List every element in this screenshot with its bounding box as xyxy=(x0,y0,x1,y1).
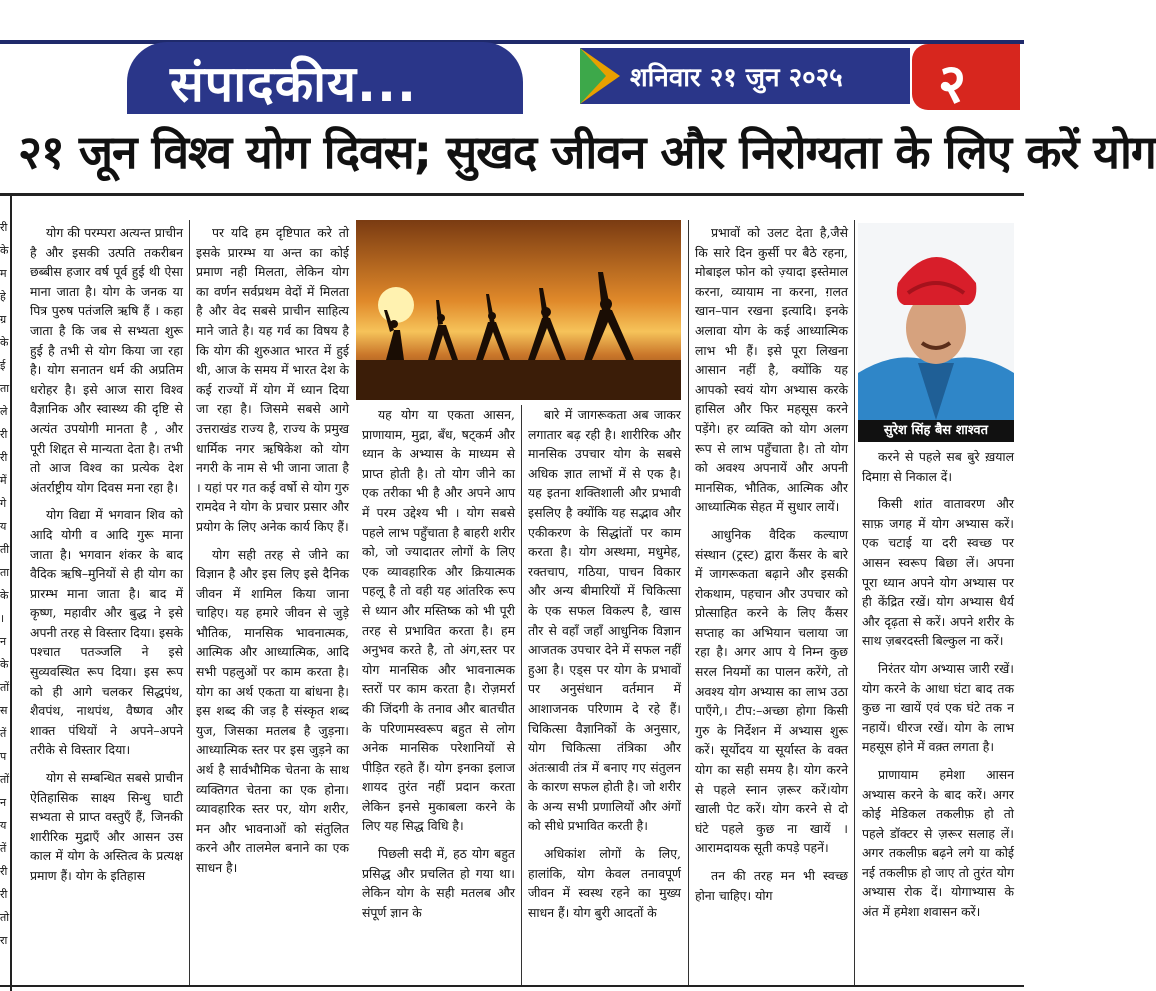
paragraph: योग सही तरह से जीने का विज्ञान है और इस लिए इसे दैनिक जीवन में शामिल किया जाना चाहिए। यह हमारे जीवन से जुड़े भौतिक, मानसिक भावनात्मक, आत्मिक और आध्यात्मिक, आदि सभी पहलुओं पर काम करता है। योग का अर्थ एकता या बांधना है। इस शब्द की जड़ है संस्कृत शब्द युज, जिसका मतलब है जुड़ना। आध्यात्मिक स्तर पर इस जुड़ने का अर्थ है सार्वभौमिक चेतना के साथ व्यक्तिगत चेतना का एक होना। व्यावहारिक स्तर पर, योग शरीर, मन और भावनाओं को संतुलित करने और तालमेल बनाने का एक साधन है। xyxy=(196,546,349,875)
strip-fragment: तें xyxy=(0,727,7,740)
strip-fragment: री xyxy=(0,865,8,878)
article-column-6 xyxy=(862,447,1014,985)
article-column-3 xyxy=(362,405,515,985)
strip-fragment: तों xyxy=(0,681,10,694)
paragraph: योग की परम्परा अत्यन्त प्राचीन है और इसकी उत्पति तकरीबन छब्बीस हजार वर्ष पूर्व हुई थी ऐसा माना जाता है। योग के जनक या पित्र पुरुष पतंजलि ऋषि हैं । कहा जाता है कि जब से सभ्यता शुरू हुई है तभी से योग किया जा रहा है। योग सनातन धर्म की अप्रतिम धरोहर है। इसे आज सारा विश्व वैज्ञानिक और स्वास्थ्य की दृष्टि से अत्यंत उपयोगी मानता है , और पूरी शिद्दत से मान्यता देता है। तभी तो आज विश्व का प्रत्येक देश अंतर्राष्ट्रीय योग दिवस मना रहा है। xyxy=(30,225,183,495)
strip-fragment: ई xyxy=(0,359,6,372)
adjacent-column-strip xyxy=(0,196,12,991)
strip-fragment: के xyxy=(0,589,9,602)
yoga-silhouettes-image xyxy=(356,220,681,400)
strip-fragment: ले xyxy=(0,405,8,418)
column-divider xyxy=(854,220,855,985)
strip-fragment: हे xyxy=(0,290,6,303)
strip-fragment: ती xyxy=(0,543,10,556)
strip-fragment: री xyxy=(0,221,8,234)
column-divider xyxy=(521,405,522,985)
paragraph: निरंतर योग अभ्यास जारी रखें। योग करने के आधा घंटा बाद तक कुछ ना खायें एवं एक घंटे तक न नहायें। धीरज रखें। योग के लाभ महसूस होने में वक़्त लगता है। xyxy=(862,660,1014,755)
strip-fragment: के xyxy=(0,658,9,671)
date-arrow-decoration-inner xyxy=(580,48,606,104)
paragraph: पर यदि हम दृष्टिपात करे तो इसके प्रारम्भ या अन्त का कोई प्रमाण नही मिलता, लेकिन योग का वर्णन सर्वप्रथम वेदों में मिलता है और वेद सबसे प्राचीन साहित्य माने जाते है। यह गर्व का विषय है कि योग की शुरुआत भारत में हुई थी, आज के समय में भारत देश के कई राज्यों में योग में ध्यान दिया जा रहा है। जिसमे सबसे आगे उत्तराखंड राज्य है, राज्य के प्रमुख धार्मिक नगर ऋषिकेश को योग नगरी के नाम से भी जाना जाता है । यहां पर गत कई वर्षो से योग गुरु रामदेव ने योग के प्रचार प्रसार और प्रयोग के लिए अनेक कार्य किए हैं। xyxy=(196,225,349,534)
strip-fragment: य xyxy=(0,819,7,832)
author-portrait xyxy=(858,223,1014,420)
paragraph: योग विद्या में भगवान शिव को आदि योगी व आदि गुरू माना जाता है। भगवान शंकर के बाद वैदिक ऋषि–मुनियों से ही योग का प्रारम्भ माना जाता है। बाद में कृष्ण, महावीर और बुद्ध ने इसे अपनी तरह से विस्तार दिया। इसके पश्चात पतञ्जलि ने इसे सुव्यवस्थित रूप दिया। इस रूप को ही आगे चलकर सिद्धपंथ, शैवपंथ, नाथपंथ, वैष्णव और शाक्त पंथियों ने अपने–अपने तरीके से विस्तार दिया। xyxy=(30,507,183,758)
strip-fragment: प xyxy=(0,750,7,763)
paragraph: पिछली सदी में, हठ योग बहुत प्रसिद्ध और प्रचलित हो गया था। लेकिन योग के सही मतलब और संपूर्ण ज्ञान के xyxy=(362,846,515,920)
strip-fragment: में xyxy=(0,474,7,487)
strip-fragment: तो xyxy=(0,911,10,924)
paragraph: आधुनिक वैदिक कल्याण संस्थान (ट्रस्ट) द्वारा कैंसर के बारे में जागरूकता बढ़ाने और इसकी रोकथाम, पहचान और उपचार को प्रोत्साहित करने के लिए कैंसर सप्ताह का अभियान चलाया जा रहा है। अगर आप ये निम्न कुछ सरल नियमों का पालन करेंगे, तो अवश्य योग अभ्यास का लाभ उठा पाएँगे,। टीप:–अच्छा होगा किसी गुरु के निर्देशन में अभ्यास शुरू करें। सूर्योदय या सूर्यास्त के वक्त योग का सही समय है। योग करने से पहले स्नान ज़रूर करें।योग खाली पेट करें। योग करने से दो घंटे पहले कुछ ना खायें । आरामदायक सूती कपड़े पहनें। xyxy=(695,526,848,856)
strip-fragment: न xyxy=(0,796,7,809)
strip-fragment: री xyxy=(0,451,8,464)
article-column-5 xyxy=(695,223,848,985)
issue-date: शनिवार २१ जुन २०२५ xyxy=(630,63,843,93)
strip-fragment: के xyxy=(0,244,9,257)
column-divider xyxy=(189,220,190,985)
page-number: २ xyxy=(938,52,967,115)
paragraph: यह योग या एकता आसन, प्राणायाम, मुद्रा, बँध, षट्कर्म और ध्यान के अभ्यास के माध्यम से प्राप्त होती है। तो योग जीने का एक तरीका भी है और अपने आप में परम उद्देश्य भी । योग सबसे पहले लाभ पहुँचाता है बाहरी शरीर को, जो ज्यादातर लोगों के लिए एक व्यावहारिक और क्रियात्मक पहलू है तो वही यह आंतरिक रूप से ध्यान और मस्तिष्क को भी पूरी तरह से प्रभावित करता है। हम अनुभव करते है, तो अंग,स्तर पर योग मानसिक और भावनात्मक स्तरों पर काम करता है। रोज़मर्रा की जिंदगी के तनाव और बातचीत के परिणामस्वरूप बहुत से लोग अनेक मानसिक परेशानियों से पीड़ित रहते हैं। योग इनका इलाज शायद तुरंत नहीं प्रदान करता लेकिन इनसे मुकाबला करने के लिए यह सिद्ध विधि है। xyxy=(362,407,515,834)
yoga-sunset-photo xyxy=(356,220,681,400)
paragraph: करने से पहले सब बुरे ख़याल दिमाग़ से निकाल दें। xyxy=(862,449,1014,484)
strip-fragment: ग्र xyxy=(0,313,7,326)
author-byline: सुरेश सिंह बैस शाश्वत xyxy=(858,420,1014,442)
paragraph: प्रभावों को उलट देता है,जैसे कि सारे दिन कुर्सी पर बैठे रहना, मोबाइल फोन को ज़्यादा इस्तेमाल करना, व्यायाम ना करना, ग़लत खान–पान रखना इत्यादि। इनके अलावा योग के कई आध्यात्मिक लाभ भी हैं। इसे पूरा लिखना आसान नहीं है, क्योंकि यह आपको स्वयं योग अभ्यास करके हासिल और फिर महसूस करने पड़ेंगे। हर व्यक्ति को योग अलग रूप से लाभ पहुँचाता है। तो योग को अवश्य अपनायें और अपनी मानसिक, भौतिक, आत्मिक और आध्यात्मिक सेहत में सुधार लायें। xyxy=(695,225,848,515)
strip-fragment: ता xyxy=(0,382,10,395)
paragraph: किसी शांत वातावरण और साफ़ जगह में योग अभ्यास करें। एक चटाई या दरी स्वच्छ पर आसन स्वरूप बिछा लें। अपना पूरा ध्यान अपने योग अभ्यास पर ही केंद्रित रखें। योग अभ्यास धैर्य और दृढ़ता से करें। अपने शरीर के साथ ज़बरदस्ती बिल्कुल ना करें। xyxy=(862,496,1014,649)
strip-fragment: री xyxy=(0,428,8,441)
strip-fragment: ता xyxy=(0,566,10,579)
article-column-1 xyxy=(30,223,183,985)
bottom-rule xyxy=(0,985,1024,987)
strip-fragment: य xyxy=(0,520,7,533)
strip-fragment: तें xyxy=(0,842,7,855)
article-column-4 xyxy=(528,405,681,985)
column-divider xyxy=(688,220,689,985)
paragraph: प्राणायाम हमेशा आसन अभ्यास करने के बाद करें। अगर कोई मेडिकल तकलीफ़ हो तो पहले डॉक्टर से ज़रूर सलाह लें। अगर तकलीफ़ बढ़ने लगे या कोई नई तकलीफ़ हो जाए तो तुरंत योग अभ्यास रोक दें। योगाभ्यास के अंत में हमेशा शवासन करें। xyxy=(862,766,1014,920)
strip-fragment: स xyxy=(0,704,8,717)
headline-rule xyxy=(0,193,1024,196)
paragraph: अधिकांश लोगों के लिए, हालांकि, योग केवल तनावपूर्ण जीवन में स्वस्थ रहने का मुख्य साधन हैं। योग बुरी आदतों के xyxy=(528,846,681,920)
strip-fragment: न xyxy=(0,635,7,648)
strip-fragment: री xyxy=(0,888,8,901)
paragraph: बारे में जागरूकता अब जाकर लगातार बढ़ रही है। शारीरिक और मानसिक उपचार योग के सबसे अधिक ज्ञात लाभों में से एक है। यह इतना शक्तिशाली और प्रभावी इसलिए है क्योंकि यह सद्भाव और एकीकरण के सिद्धांतों पर काम करता है। योग अस्थमा, मधुमेह, रक्तचाप, गठिया, पाचन विकार और अन्य बीमारियों में चिकित्सा के एक सफल विकल्प है, खास तौर से वहाँ जहाँ आधुनिक विज्ञान आजतक उपचार देने में सफल नहीं हुआ है। एड्स पर योग के प्रभावों पर अनुसंधान वर्तमान में आशाजनक परिणाम दे रहे हैं। चिकित्सा वैज्ञानिकों के अनुसार, योग चिकित्सा तंत्रिका और अंतःस्रावी तंत्र में बनाए गए संतुलन के कारण सफल होती है। जो शरीर के अन्य सभी प्रणालियों और अंगों को सीधे प्रभावित करती है। xyxy=(528,407,681,834)
article-column-2 xyxy=(196,223,349,985)
section-label: संपादकीय... xyxy=(170,55,418,113)
strip-fragment: म xyxy=(0,267,7,280)
strip-fragment: गे xyxy=(0,497,7,510)
strip-fragment: रा xyxy=(0,934,8,947)
strip-fragment: तों xyxy=(0,773,10,786)
paragraph: योग से सम्बन्धित सबसे प्राचीन ऐतिहासिक साक्ष्य सिन्धु घाटी सभ्यता से प्राप्त वस्तुएँ हैं, जिनकी शारीरिक मुद्राएँ और आसन उस काल में योग के अस्तित्व के प्रत्यक्ष प्रमाण हैं। योग के इतिहास xyxy=(30,770,183,883)
headline: २१ जून विश्व योग दिवस; सुखद जीवन और निरोग्यता के लिए करें योग xyxy=(18,125,1156,179)
strip-fragment: । xyxy=(0,612,5,625)
paragraph: तन की तरह मन भी स्वच्छ होना चाहिए। योग xyxy=(695,868,848,903)
author-photo xyxy=(858,223,1014,420)
strip-fragment: के xyxy=(0,336,9,349)
